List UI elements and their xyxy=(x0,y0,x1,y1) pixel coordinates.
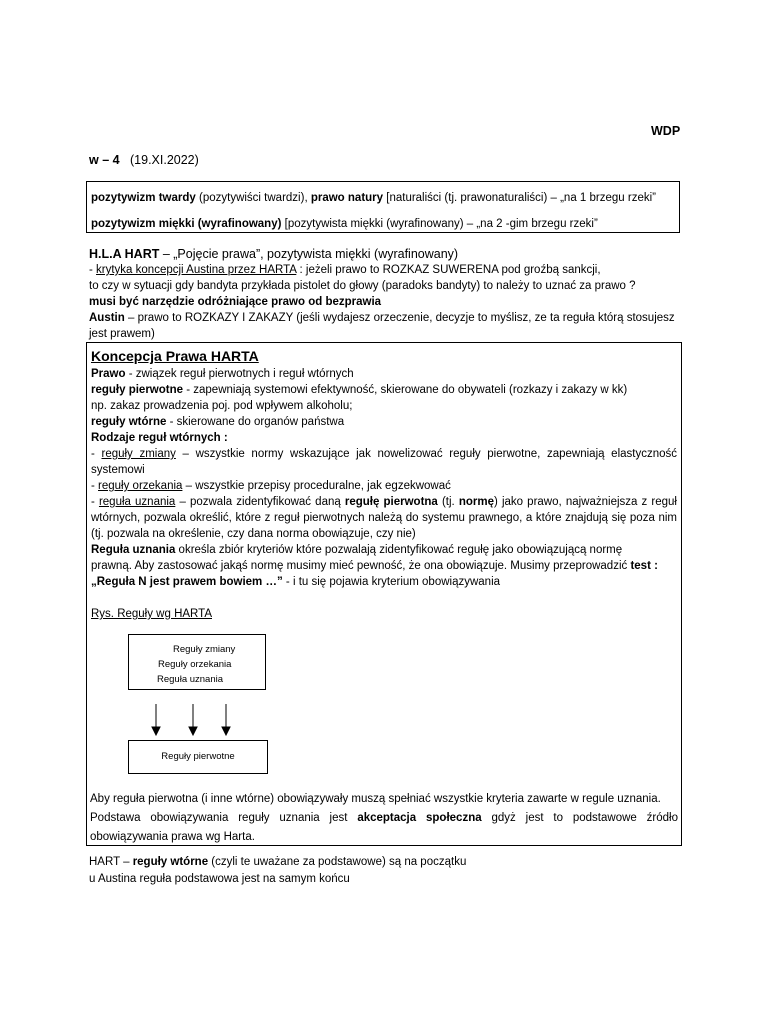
recognition-rule-definition: Reguła uznania określa zbiór kryteriów które pozwalają zidentyfikować regułę jako obowiązującą normę xyxy=(91,544,623,556)
recognition-test: „Reguła N jest prawem bowiem …” - i tu się pojawia kryterium obowiązywania xyxy=(91,576,501,588)
social-acceptance: Podstawa obowiązywania reguły uznania jest akceptacja społeczna gdyż jest to podstawowe źródło obowiązywania prawa wg Harta. xyxy=(90,812,678,843)
concept-title: Koncepcja Prawa HARTA xyxy=(91,348,259,364)
soft-positivism-row: pozytywizm miękki (wyrafinowany) [pozytywista miękki (wyrafinowany) – „na 2 -gim brzegu rzeki” xyxy=(91,218,598,230)
figure-caption: Rys. Reguły wg HARTA xyxy=(91,608,212,620)
austin-basic-rule-note: u Austina reguła podstawowa jest na samym końcu xyxy=(89,873,350,885)
lecture-number: w – 4 xyxy=(89,153,120,167)
secondary-rules-types-heading: Rodzaje reguł wtórnych : xyxy=(91,432,228,444)
hart-section xyxy=(89,246,684,342)
secondary-rules-definition: reguły wtórne - skierowane do organów państwa xyxy=(91,416,345,428)
law-distinction: musi być narzędzie odróżniające prawo od bezprawia xyxy=(89,296,382,308)
diagram-rule-recognition: Reguła uznania xyxy=(157,674,224,685)
lecture-date: (19.XI.2022) xyxy=(130,153,199,167)
recognition-test-intro: prawną. Aby zastosować jakąś normę musimy mieć pewność, że ona obowiązuje. Musimy przeprowadzić test : xyxy=(91,560,658,572)
bandit-paradox: to czy w sytuacji gdy bandyta przykłada pistolet do głowy (paradoks bandyty) to należy to uznać za prawo ? xyxy=(89,280,636,292)
austin-definition: Austin – prawo to ROZKAZY I ZAKAZY (jeśli wydajesz orzeczenie, decyzje to myślisz, ze ta reguła którą stosujesz jest prawem) xyxy=(89,312,675,340)
diagram-rule-adjudication: Reguły orzekania xyxy=(158,659,232,670)
primary-rules-box: Reguły pierwotne xyxy=(128,740,268,774)
rules-of-change-item: - reguły zmiany – wszystkie normy wskazujące jak nowelizować reguły pierwotne, zapewniają elastyczność systemowi xyxy=(91,448,678,476)
hart-heading: H.L.A HART – „Pojęcie prawa”, pozytywista miękki (wyrafinowany) xyxy=(89,247,459,261)
diagram-arrows xyxy=(128,702,268,736)
law-definition: Prawo - związek reguł pierwotnych i reguł wtórnych xyxy=(91,368,354,380)
hard-positivism-row: pozytywizm twardy (pozytywiści twardzi), prawo natury [naturaliści (tj. prawonaturaliści) – „na 1 brzegu rzeki” xyxy=(91,192,656,204)
hart-vs-austin xyxy=(89,854,466,888)
rules-of-adjudication-item: - reguły orzekania – wszystkie przepisy proceduralne, jak egzekwować xyxy=(91,480,451,492)
secondary-rules-box xyxy=(128,634,266,690)
lecture-heading xyxy=(89,153,199,167)
validity-criteria: Aby reguła pierwotna (i inne wtórne) obowiązywały muszą spełniać wszystkie kryteria zawarte w regule uznania. xyxy=(90,793,661,805)
primary-rules-example: np. zakaz prowadzenia poj. pod wpływem alkoholu; xyxy=(91,400,353,412)
arrow-3-head xyxy=(222,727,230,735)
course-code: WDP xyxy=(651,124,681,138)
concept-conclusion xyxy=(90,790,678,847)
arrow-2-head xyxy=(189,727,197,735)
diagram-rule-change: Reguły zmiany xyxy=(173,644,236,655)
rule-of-recognition-item: - reguła uznania – pozwala zidentyfikować daną regułę pierwotna (tj. normę) jako prawo, najważniejsza z reguł wtórnych, pozwala określić, które z reguł pierwotnych należą do systemu prawnego, a które znajdują się poza nim (tj. pozwala na określenie, czy dana norma obowiązuje, czy nie) xyxy=(91,496,677,540)
hart-critique: - krytyka koncepcji Austina przez HARTA : jeżeli prawo to ROZKAZ SUWERENA pod groźbą sankcji, xyxy=(89,264,601,276)
arrow-1-head xyxy=(152,727,160,735)
hart-secondary-rules-note: HART – reguły wtórne (czyli te uważane za podstawowe) są na początku xyxy=(89,856,467,868)
positivism-box xyxy=(86,181,680,233)
primary-rules-definition: reguły pierwotne - zapewniają systemowi efektywność, skierowane do obywateli (rozkazy i zakazy w kk) xyxy=(91,384,628,396)
